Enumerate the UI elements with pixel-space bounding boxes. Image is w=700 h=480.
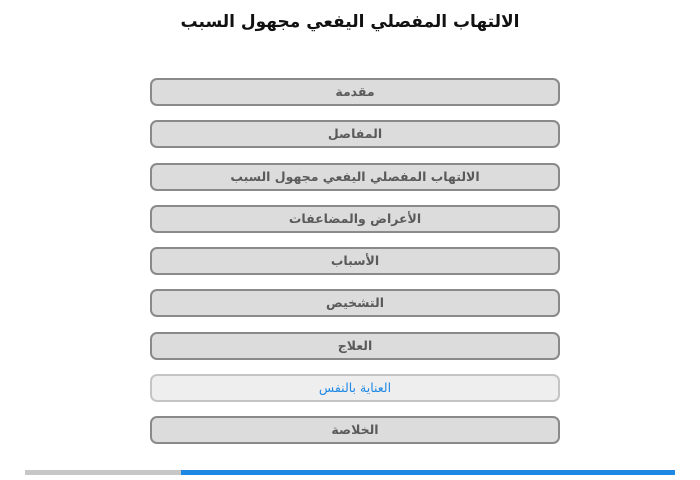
menu-item-juvenile-arthritis[interactable]: الالتهاب المفصلي اليفعي مجهول السبب [150, 163, 560, 191]
page-title: الالتهاب المفصلي اليفعي مجهول السبب [180, 12, 520, 32]
progress-bar-completed [25, 470, 181, 475]
menu-item-summary[interactable]: الخلاصة [150, 416, 560, 444]
menu-item-diagnosis[interactable]: التشخيص [150, 289, 560, 317]
menu-item-introduction[interactable]: مقدمة [150, 78, 560, 106]
menu-item-self-care[interactable]: العناية بالنفس [150, 374, 560, 402]
menu-item-treatment[interactable]: العلاج [150, 332, 560, 360]
menu-item-joints[interactable]: المفاصل [150, 120, 560, 148]
progress-bar [25, 470, 675, 475]
chapter-menu [150, 78, 560, 458]
menu-item-symptoms[interactable]: الأعراض والمضاعفات [150, 205, 560, 233]
menu-item-causes[interactable]: الأسباب [150, 247, 560, 275]
